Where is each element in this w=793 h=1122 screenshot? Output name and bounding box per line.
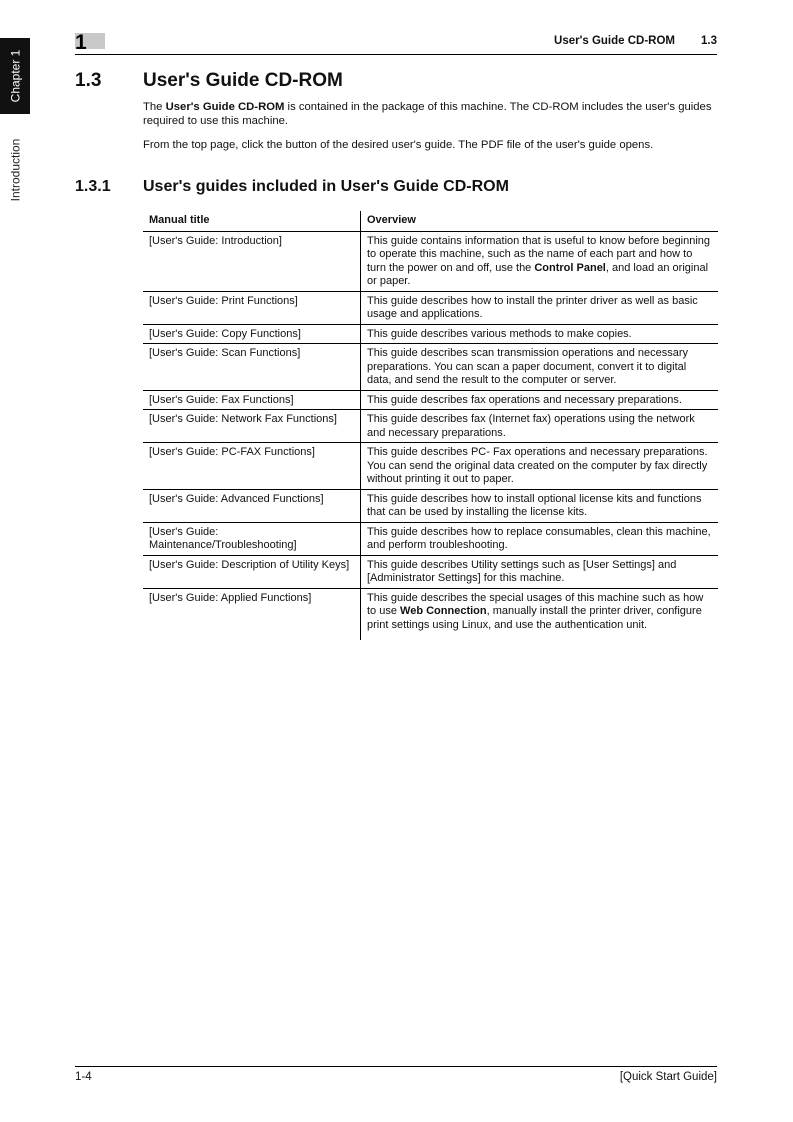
chapter-number: 1 bbox=[75, 31, 87, 54]
footer-rule bbox=[75, 1066, 717, 1067]
table-row bbox=[143, 522, 718, 555]
manual-title-cell: [User's Guide: Copy Functions] bbox=[143, 324, 361, 344]
subsection-heading bbox=[75, 178, 509, 196]
column-header-manual-title: Manual title bbox=[143, 211, 361, 231]
table-row bbox=[143, 344, 718, 391]
table-body bbox=[143, 231, 718, 640]
cdrom-name: User's Guide CD-ROM bbox=[165, 101, 285, 113]
header-rule bbox=[75, 54, 717, 55]
guides-table bbox=[143, 211, 718, 640]
table-row bbox=[143, 555, 718, 588]
manual-title-cell: [User's Guide: Applied Functions] bbox=[149, 591, 312, 604]
table-row bbox=[143, 489, 718, 522]
table-row bbox=[143, 291, 718, 324]
overview-cell: This guide describes various methods to make copies. bbox=[361, 324, 719, 344]
overview-cell: This guide describes scan transmission operations and necessary preparations. You can scan a paper document, convert it to digital data, and send the result to the computer or server. bbox=[361, 344, 719, 391]
section-heading bbox=[75, 70, 343, 92]
manual-title-cell: [User's Guide: Print Functions] bbox=[143, 291, 361, 324]
overview-cell: This guide describes the special usages of this machine such as how to use Web Connection, manually install the printer driver, configure print settings using Linux, and use the authentication unit. bbox=[361, 588, 719, 640]
manual-title-cell: [User's Guide: Scan Functions] bbox=[143, 344, 361, 391]
overview-cell: This guide describes fax (Internet fax) operations using the network and necessary preparations. bbox=[361, 410, 719, 443]
manual-title-cell: [User's Guide: PC-FAX Functions] bbox=[143, 443, 361, 490]
overview-cell: This guide describes how to install optional license kits and functions that can be used by installing the license kits. bbox=[361, 489, 719, 522]
manual-title-cell: [User's Guide: Network Fax Functions] bbox=[143, 410, 361, 443]
overview-cell: This guide describes how to install the printer driver as well as basic usage and applications. bbox=[361, 291, 719, 324]
table-row bbox=[143, 231, 718, 291]
section-title: User's Guide CD-ROM bbox=[143, 70, 343, 91]
manual-title-cell: [User's Guide: Advanced Functions] bbox=[143, 489, 361, 522]
running-title: User's Guide CD-ROM bbox=[554, 35, 675, 47]
column-header-overview: Overview bbox=[361, 211, 719, 231]
table-row bbox=[143, 443, 718, 490]
manual-title-cell: [User's Guide: Fax Functions] bbox=[143, 390, 361, 410]
table-row bbox=[143, 390, 718, 410]
subsection-number: 1.3.1 bbox=[75, 178, 111, 195]
section-side-label-text: Introduction bbox=[8, 138, 22, 202]
overview-cell: This guide describes fax operations and necessary preparations. bbox=[361, 390, 719, 410]
overview-cell: This guide describes Utility settings such as [User Settings] and [Administrator Settings] for this machine. bbox=[361, 555, 719, 588]
document-title: [Quick Start Guide] bbox=[619, 1071, 717, 1083]
table-row bbox=[143, 588, 718, 640]
manual-title-cell: [User's Guide: Description of Utility Keys] bbox=[143, 555, 361, 588]
table-row bbox=[143, 324, 718, 344]
manual-title-cell: [User's Guide: Introduction] bbox=[143, 231, 361, 291]
table-row bbox=[143, 410, 718, 443]
overview-cell: This guide describes how to replace consumables, clean this machine, and perform troubleshooting. bbox=[361, 522, 719, 555]
intro-paragraph: The User's Guide CD-ROM is contained in the package of this machine. The CD-ROM includes the user's guides required to use this machine. bbox=[143, 101, 712, 127]
overview-cell: This guide describes PC- Fax operations and necessary preparations. You can send the original data created on the computer by fax directly without printing it out to paper. bbox=[361, 443, 719, 490]
overview-cell: This guide contains information that is useful to know before beginning to operate this machine, such as the name of each part and how to turn the power on and off, use the Control Panel, and load an original or paper. bbox=[361, 231, 719, 291]
page-number: 1-4 bbox=[75, 1071, 92, 1083]
manual-title-cell: [User's Guide: Maintenance/Troubleshooting] bbox=[143, 522, 361, 555]
running-section: 1.3 bbox=[701, 35, 717, 47]
running-header bbox=[554, 35, 717, 47]
table-header-row bbox=[143, 211, 718, 231]
section-side-label bbox=[0, 122, 30, 218]
instruction-paragraph: From the top page, click the button of the desired user's guide. The PDF file of the user's guide opens. bbox=[143, 139, 654, 151]
subsection-title: User's guides included in User's Guide CD-ROM bbox=[143, 178, 509, 195]
section-number: 1.3 bbox=[75, 70, 102, 91]
chapter-tab bbox=[0, 38, 30, 114]
chapter-tab-label: Chapter 1 bbox=[8, 49, 23, 103]
